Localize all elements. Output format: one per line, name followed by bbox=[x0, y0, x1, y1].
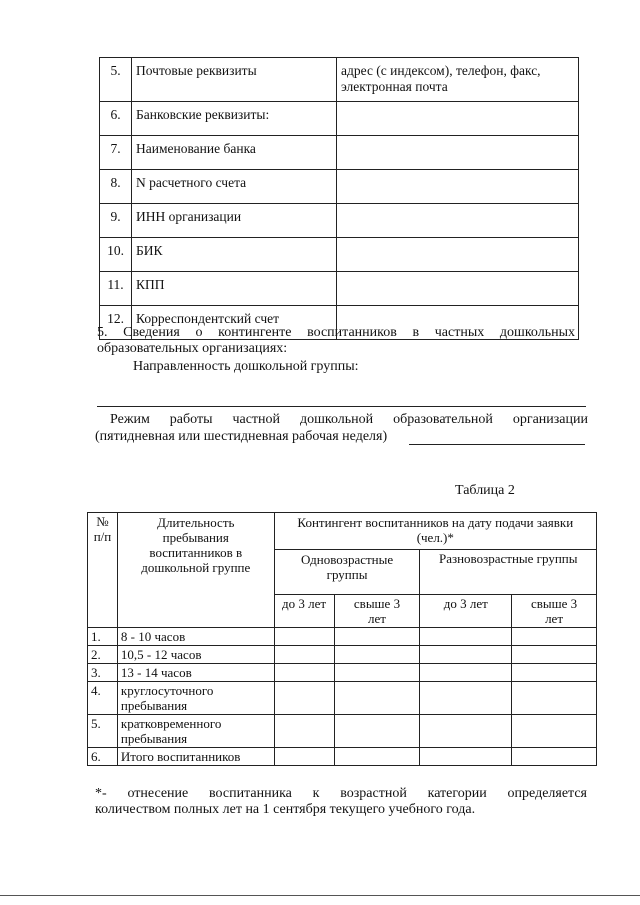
fill-in-line bbox=[409, 444, 585, 445]
data-cell bbox=[274, 628, 334, 646]
data-cell bbox=[420, 748, 512, 766]
row-value bbox=[337, 102, 579, 136]
data-cell bbox=[420, 682, 512, 715]
data-cell bbox=[512, 628, 597, 646]
table-2-caption: Таблица 2 bbox=[455, 483, 515, 498]
row-number: 12. bbox=[100, 306, 132, 340]
header-duration: Длительность пребывания воспитанников в дошкольной группе bbox=[117, 513, 274, 628]
data-cell bbox=[274, 748, 334, 766]
header-same-age-groups: Одновозрастные группы bbox=[274, 550, 420, 595]
footnote: *- отнесение воспитанника к возрастной категории определяется bbox=[95, 786, 587, 801]
row-number: 5. bbox=[100, 58, 132, 102]
contingent-table bbox=[87, 512, 597, 766]
row-label: кратковременного пребывания bbox=[117, 715, 274, 748]
section-5-heading: 5. Сведения о контингенте воспитанников в частных дошкольных bbox=[97, 325, 575, 340]
requisites-table bbox=[99, 57, 579, 340]
row-number: 7. bbox=[100, 136, 132, 170]
data-cell bbox=[512, 748, 597, 766]
row-number: 2. bbox=[88, 646, 118, 664]
row-number: 11. bbox=[100, 272, 132, 306]
table-row bbox=[100, 238, 579, 272]
data-cell bbox=[334, 748, 420, 766]
row-number: 1. bbox=[88, 628, 118, 646]
row-value bbox=[337, 204, 579, 238]
row-number: 3. bbox=[88, 664, 118, 682]
row-number: 6. bbox=[100, 102, 132, 136]
row-number: 9. bbox=[100, 204, 132, 238]
data-cell bbox=[334, 715, 420, 748]
row-label: Корреспондентский счет bbox=[132, 306, 337, 340]
data-cell bbox=[420, 664, 512, 682]
row-label: круглосуточного пребывания bbox=[117, 682, 274, 715]
data-cell bbox=[420, 646, 512, 664]
page-bottom-rule bbox=[0, 895, 640, 896]
row-value: адрес (с индексом), телефон, факс, электронная почта bbox=[337, 58, 579, 102]
row-label: 10,5 - 12 часов bbox=[117, 646, 274, 664]
section-5-heading-continued: образовательных организациях: bbox=[97, 341, 288, 356]
fill-in-line bbox=[97, 406, 586, 407]
header-over-3: свыше 3 лет bbox=[512, 595, 597, 628]
data-cell bbox=[334, 664, 420, 682]
data-cell bbox=[420, 628, 512, 646]
table-row bbox=[100, 58, 579, 102]
group-direction-label: Направленность дошкольной группы: bbox=[133, 359, 359, 374]
table-row bbox=[88, 715, 597, 748]
table-row bbox=[100, 136, 579, 170]
table-row bbox=[88, 646, 597, 664]
row-number: 10. bbox=[100, 238, 132, 272]
header-contingent: Контингент воспитанников на дату подачи заявки (чел.)* bbox=[274, 513, 596, 550]
row-label: N расчетного счета bbox=[132, 170, 337, 204]
row-value bbox=[337, 170, 579, 204]
data-cell bbox=[512, 646, 597, 664]
work-regime-label: Режим работы частной дошкольной образовательной организации bbox=[110, 412, 588, 427]
table-row bbox=[100, 170, 579, 204]
data-cell bbox=[274, 715, 334, 748]
row-label: 13 - 14 часов bbox=[117, 664, 274, 682]
table-row bbox=[88, 628, 597, 646]
table-row bbox=[88, 664, 597, 682]
data-cell bbox=[420, 715, 512, 748]
row-value bbox=[337, 238, 579, 272]
table-row bbox=[88, 682, 597, 715]
row-number: 8. bbox=[100, 170, 132, 204]
table-row bbox=[88, 748, 597, 766]
work-regime-label-continued: (пятидневная или шестидневная рабочая неделя) bbox=[95, 429, 388, 444]
row-number: 5. bbox=[88, 715, 118, 748]
data-cell bbox=[274, 682, 334, 715]
data-cell bbox=[334, 682, 420, 715]
row-label: ИНН организации bbox=[132, 204, 337, 238]
row-number: 4. bbox=[88, 682, 118, 715]
data-cell bbox=[512, 664, 597, 682]
row-label: Наименование банка bbox=[132, 136, 337, 170]
table-row bbox=[100, 102, 579, 136]
table-row bbox=[100, 204, 579, 238]
header-under-3: до 3 лет bbox=[420, 595, 512, 628]
header-number: № п/п bbox=[88, 513, 118, 628]
data-cell bbox=[512, 682, 597, 715]
header-mixed-age-groups: Разновозрастные группы bbox=[420, 550, 597, 595]
table-row bbox=[100, 272, 579, 306]
row-label: БИК bbox=[132, 238, 337, 272]
row-label: Банковские реквизиты: bbox=[132, 102, 337, 136]
data-cell bbox=[512, 715, 597, 748]
row-label: 8 - 10 часов bbox=[117, 628, 274, 646]
data-cell bbox=[274, 646, 334, 664]
footnote-continued: количеством полных лет на 1 сентября текущего учебного года. bbox=[95, 802, 476, 817]
header-over-3: свыше 3 лет bbox=[334, 595, 420, 628]
header-under-3: до 3 лет bbox=[274, 595, 334, 628]
row-value bbox=[337, 136, 579, 170]
row-label: Итого воспитанников bbox=[117, 748, 274, 766]
row-label: Почтовые реквизиты bbox=[132, 58, 337, 102]
row-value bbox=[337, 272, 579, 306]
data-cell bbox=[334, 646, 420, 664]
data-cell bbox=[274, 664, 334, 682]
row-number: 6. bbox=[88, 748, 118, 766]
row-label: КПП bbox=[132, 272, 337, 306]
data-cell bbox=[334, 628, 420, 646]
